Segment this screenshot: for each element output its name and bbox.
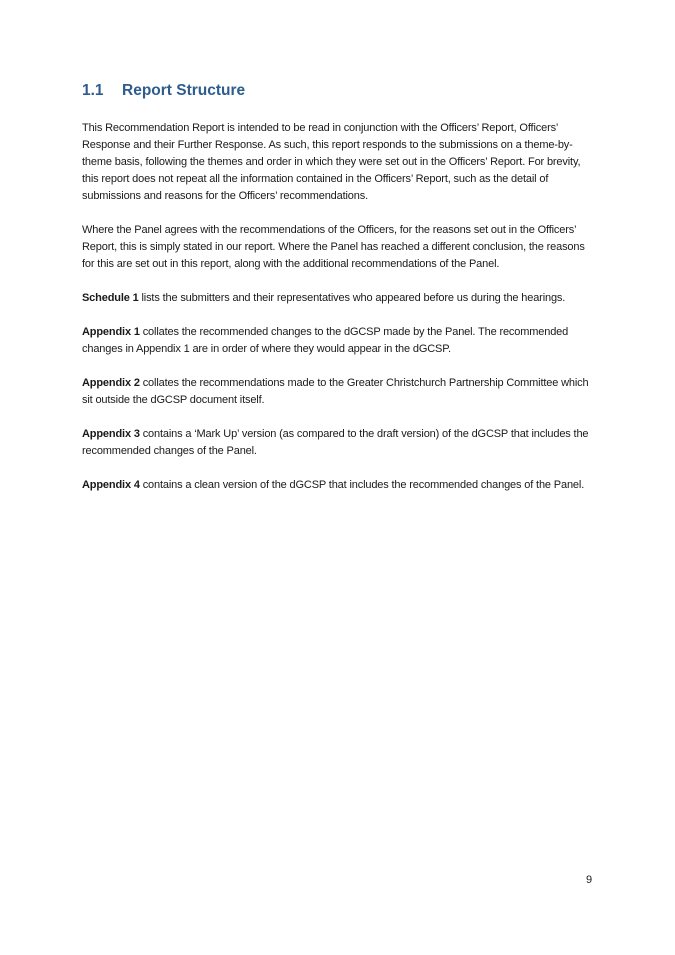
paragraph-text: This Recommendation Report is intended to be read in conjunction with the Officers’ Report, Officers’ Response and their Further Response. As such, this report responds to the submissions on a theme-by-theme basis, following the themes and order in which they were set out in the Officers’ Report. For brevity, this report does not repeat all the information contained in the Officers’ Report, such as the detail of submissions and reasons for the Officers’ recommendations. bbox=[82, 122, 581, 202]
paragraph-text: collates the recommended changes to the dGCSP made by the Panel. The recommended changes in Appendix 1 are in order of where they would appear in the dGCSP. bbox=[82, 326, 569, 355]
section-number: 1.1 bbox=[82, 82, 104, 99]
paragraph-bold-lead: Appendix 3 bbox=[82, 428, 140, 440]
section-title: Report Structure bbox=[122, 82, 246, 99]
paragraph-appendix-4 bbox=[82, 477, 595, 494]
paragraph-text: contains a clean version of the dGCSP that includes the recommended changes of the Panel. bbox=[139, 479, 585, 491]
paragraph-bold-lead: Appendix 2 bbox=[82, 377, 140, 389]
paragraph-bold-lead: Schedule 1 bbox=[82, 292, 139, 304]
paragraph-text: collates the recommendations made to the Greater Christchurch Partnership Committee which sit outside the dGCSP document itself. bbox=[82, 377, 589, 406]
paragraph-intro bbox=[82, 120, 595, 205]
paragraph-appendix-1 bbox=[82, 324, 595, 358]
paragraph-bold-lead: Appendix 1 bbox=[82, 326, 140, 338]
paragraph-text: Where the Panel agrees with the recommendations of the Officers, for the reasons set out in the Officers’ Report, this is simply stated in our report. Where the Panel has reached a different conclusion, the reasons for this are set out in this report, along with the additional recommendations of the Panel. bbox=[82, 224, 585, 270]
paragraph-appendix-2 bbox=[82, 375, 595, 409]
paragraph-panel-agreement bbox=[82, 222, 595, 273]
paragraph-text: contains a ‘Mark Up’ version (as compared to the draft version) of the dGCSP that includes the recommended changes of the Panel. bbox=[82, 428, 589, 457]
paragraph-schedule-1 bbox=[82, 290, 595, 307]
page-number: 9 bbox=[586, 874, 593, 886]
paragraph-bold-lead: Appendix 4 bbox=[82, 479, 140, 491]
body-text bbox=[82, 120, 595, 511]
paragraph-appendix-3 bbox=[82, 426, 595, 460]
section-heading bbox=[82, 82, 245, 100]
paragraph-text: lists the submitters and their representatives who appeared before us during the hearings. bbox=[138, 292, 566, 304]
